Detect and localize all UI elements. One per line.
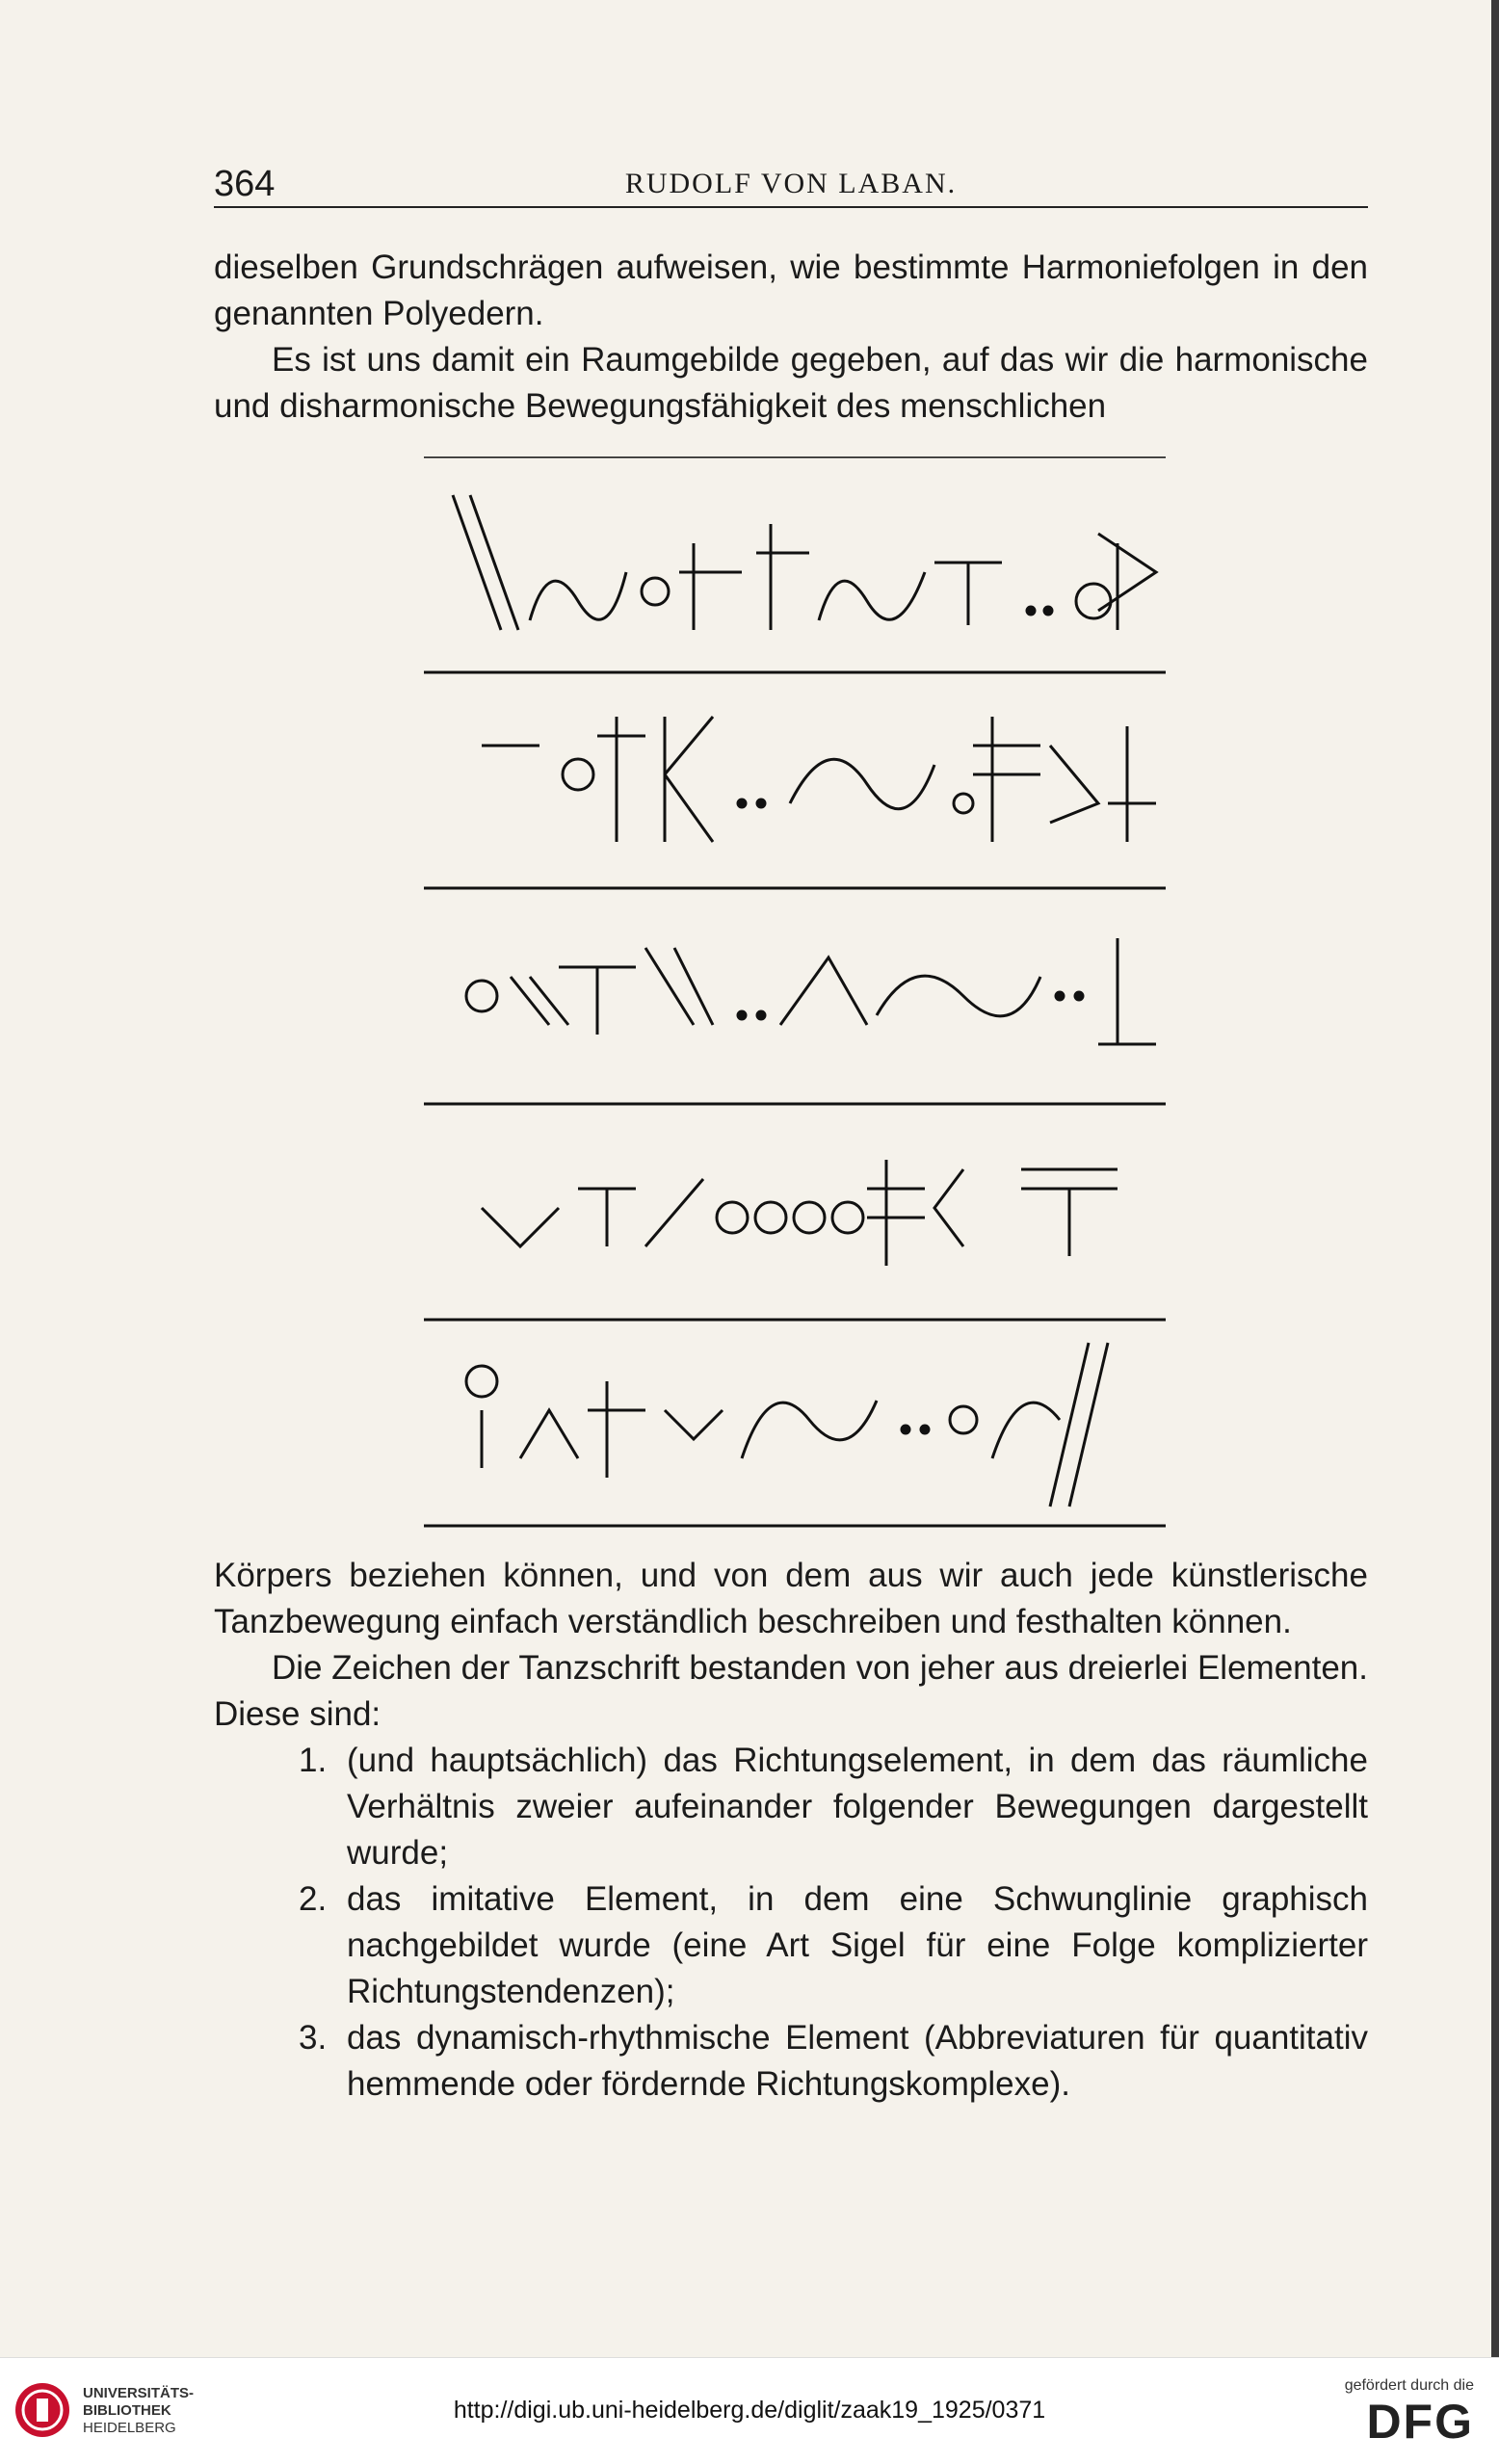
page-number: 364	[214, 164, 276, 204]
list-item	[214, 1876, 1368, 2015]
intro-text	[214, 245, 1368, 430]
viewer-footer	[0, 2357, 1499, 2464]
list-number: 3.	[299, 2019, 328, 2057]
institution-line: UNIVERSITÄTS-	[83, 2385, 195, 2401]
list-number: 2.	[299, 1880, 328, 1918]
list-text: (und hauptsächlich) das Richtungselement, in dem das räumliche Verhältnis zweier aufeinander folgender Bewegungen dargestellt wurde;	[347, 1742, 1368, 1872]
paragraph: Es ist uns damit ein Raumgebilde gegeben, auf das wir die harmonische und disharmonische Bewegungsfähigkeit des menschlichen	[214, 341, 1368, 425]
running-title: RUDOLF VON LABAN.	[624, 168, 958, 199]
notation-staves-icon	[424, 457, 1166, 1535]
list-text: das dynamisch-rhythmische Element (Abbreviaturen für quantitativ hemmende oder fördernde Richtungskomplexe).	[347, 2019, 1368, 2103]
paragraph: dieselben Grundschrägen aufweisen, wie bestimmte Harmoniefolgen in den genannten Polyedern.	[214, 249, 1368, 332]
dance-notation-figure	[424, 457, 1166, 1535]
institution-line: HEIDELBERG	[83, 2420, 176, 2436]
body-text	[214, 1553, 1368, 2108]
list-item	[214, 1738, 1368, 1876]
running-header	[214, 162, 1368, 208]
list-item	[214, 2015, 1368, 2108]
list-text: das imitative Element, in dem eine Schwunglinie graphisch nachgebildet wurde (eine Art Sigel für eine Folge komplizierter Richtungstendenzen);	[347, 1880, 1368, 2010]
scan-edge	[1491, 0, 1499, 2357]
permalink[interactable]: http://digi.ub.uni-heidelberg.de/diglit/zaak19_1925/0371	[453, 2397, 1046, 2424]
paragraph: Körpers beziehen können, und von dem aus wir auch jede künstlerische Tanzbewegung einfach verständlich beschreiben und festhalten können.	[214, 1557, 1368, 1640]
funder-logo: DFG	[1366, 2395, 1474, 2449]
funder-caption: gefördert durch die	[1344, 2377, 1474, 2394]
funder-block	[1310, 2377, 1474, 2449]
paragraph: Die Zeichen der Tanzschrift bestanden von jeher aus dreierlei Elementen. Diese sind:	[214, 1649, 1368, 1733]
list-number: 1.	[299, 1742, 328, 1779]
institution-line: BIBLIOTHEK	[83, 2402, 171, 2419]
